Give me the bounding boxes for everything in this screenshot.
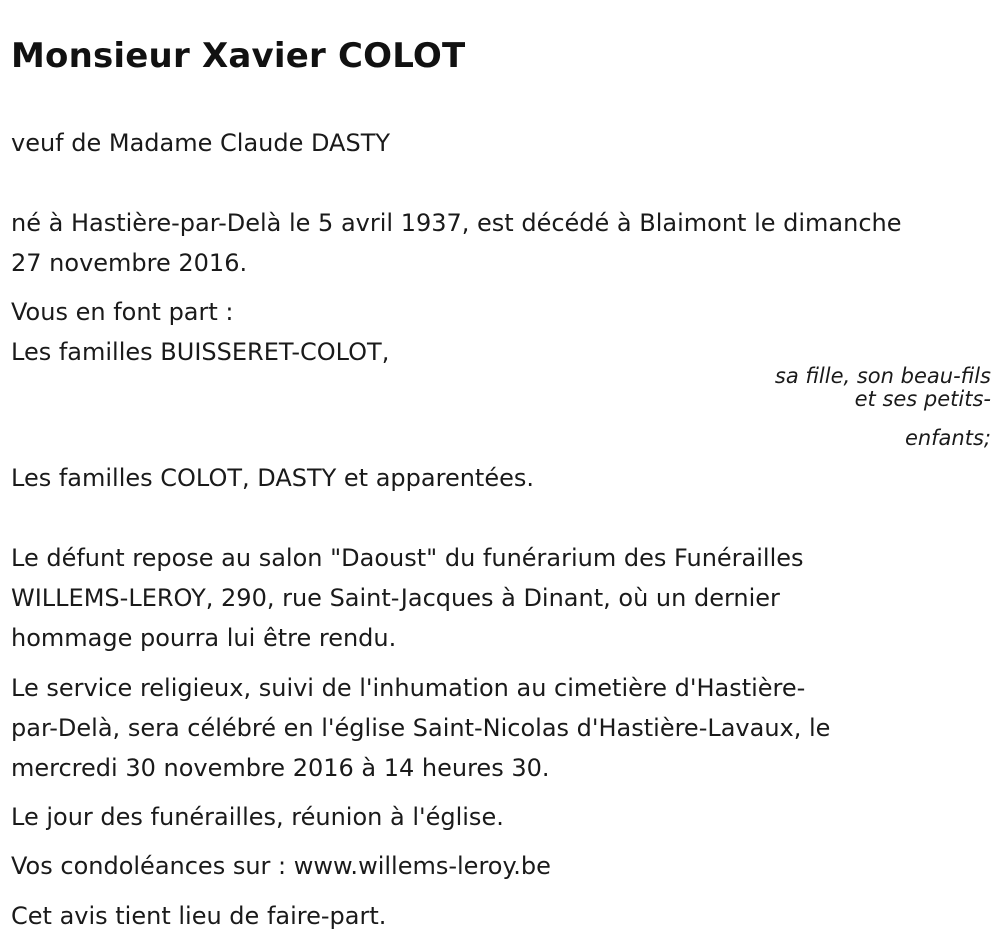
family-relation-line-2: et ses petits- [854, 387, 991, 411]
widower-line: veuf de Madame Claude DASTY [11, 129, 391, 157]
family-relation-line-1: sa fille, son beau-fils [774, 364, 991, 388]
service-line-3: mercredi 30 novembre 2016 à 14 heures 30. [11, 754, 550, 782]
deceased-name: Monsieur Xavier COLOT [11, 36, 466, 76]
service-line-1: Le service religieux, suivi de l'inhumation au cimetière d'Hastière- [11, 674, 806, 702]
birth-death-line-2: 27 novembre 2016. [11, 249, 248, 277]
condolences-line: Vos condoléances sur : www.willems-leroy.be [11, 852, 551, 880]
family-colot-dasty: Les familles COLOT, DASTY et apparentées. [11, 464, 534, 492]
repose-line-2: WILLEMS-LEROY, 290, rue Saint-Jacques à Dinant, où un dernier [11, 584, 780, 612]
repose-line-1: Le défunt repose au salon "Daoust" du funérarium des Funérailles [11, 544, 804, 572]
repose-line-3: hommage pourra lui être rendu. [11, 624, 397, 652]
family-relation-line-3: enfants; [904, 426, 991, 450]
announce-intro: Vous en font part : [11, 298, 234, 326]
funeral-day-line: Le jour des funérailles, réunion à l'église. [11, 803, 504, 831]
birth-death-line-1: né à Hastière-par-Delà le 5 avril 1937, est décédé à Blaimont le dimanche [11, 209, 902, 237]
closing-line: Cet avis tient lieu de faire-part. [11, 902, 387, 930]
service-line-2: par-Delà, sera célébré en l'église Saint-Nicolas d'Hastière-Lavaux, le [11, 714, 831, 742]
family-buisseret-colot: Les familles BUISSERET-COLOT, [11, 338, 390, 366]
